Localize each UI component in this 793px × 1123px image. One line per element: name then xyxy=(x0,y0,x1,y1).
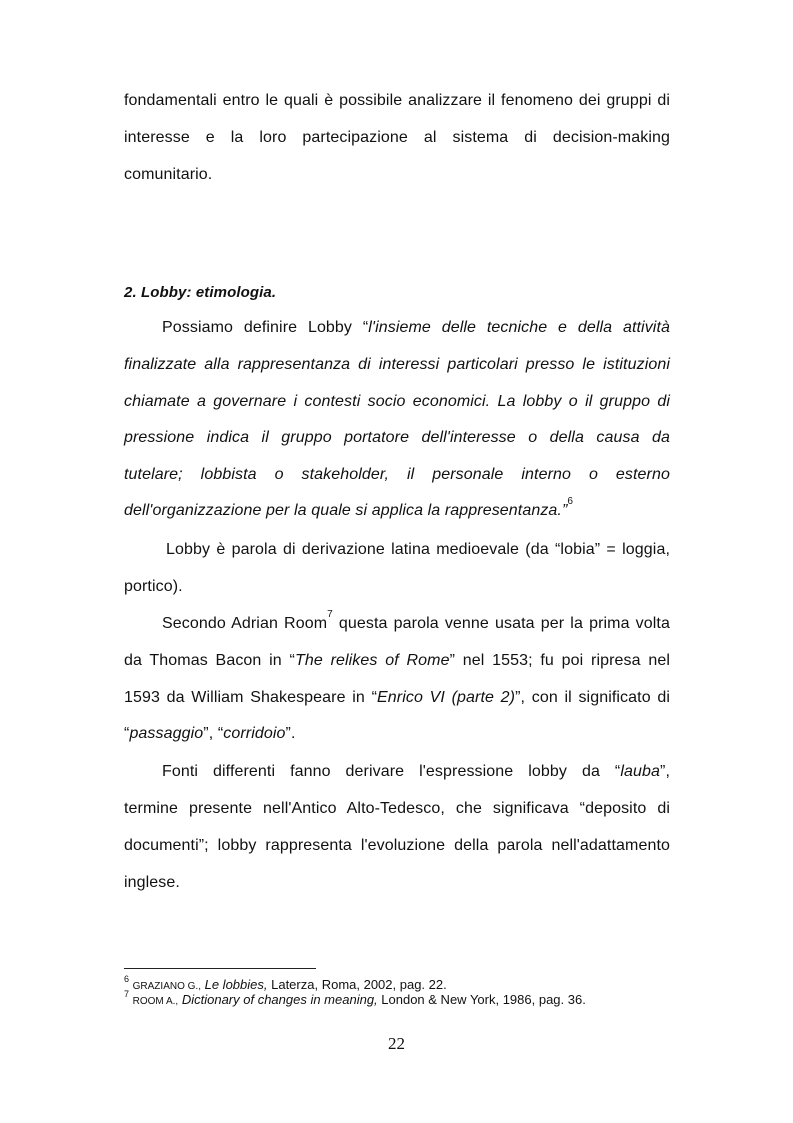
paragraph-line: fondamentali entro le quali è possibile analizzare il fenomeno dei gruppi di xyxy=(124,92,670,109)
section-heading: 2. Lobby: etimologia. xyxy=(124,284,277,301)
paragraph-line: comunitario. xyxy=(124,166,213,183)
paragraph-line: interesse e la loro partecipazione al sistema di decision-making xyxy=(124,129,670,146)
footnote-ref: 7 xyxy=(327,609,333,620)
page-number: 22 xyxy=(388,1034,405,1053)
quote-line: pressione indica il gruppo portatore dell'interesse o della causa da xyxy=(124,429,670,446)
paragraph-line: inglese. xyxy=(124,874,180,891)
paragraph-line: portico). xyxy=(124,578,183,595)
paragraph-line: documenti”; lobby rappresenta l'evoluzione della parola nell'adattamento xyxy=(124,837,670,854)
paragraph-line: Possiamo definire Lobby “l'insieme delle tecniche e della attività xyxy=(162,319,671,336)
footnote-ref: 6 xyxy=(567,496,574,507)
paragraph-line: Fonti differenti fanno derivare l'espressione lobby da “lauba”, xyxy=(162,763,670,780)
footnote: $^7$ ROOM A., Dictionary of changes in meaning, London & New York, 1986, pag. 36. xyxy=(124,989,586,1007)
quote-line: chiamate a governare i contesti socio economici. La lobby o il gruppo di xyxy=(124,393,670,410)
paragraph-line: termine presente nell'Antico Alto-Tedesco, che significava “deposito di xyxy=(124,800,670,817)
quote-line: dell'organizzazione per la quale si applica la rappresentanza.”$^6$ xyxy=(124,496,574,519)
quote-line: finalizzate alla rappresentanza di interessi particolari presso le istituzioni xyxy=(124,356,670,373)
paragraph-line: 1593 da William Shakespeare in “Enrico VI (parte 2)”, con il significato di xyxy=(124,689,671,706)
paragraph-line: da Thomas Bacon in “The relikes of Rome” nel 1553; fu poi ripresa nel xyxy=(124,652,671,669)
paragraph-line: Lobby è parola di derivazione latina medioevale (da “lobia” = loggia, xyxy=(166,541,670,558)
quote-line: tutelare; lobbista o stakeholder, il personale interno o esterno xyxy=(124,466,670,483)
paragraph-line: “passaggio”, “corridoio”. xyxy=(124,725,296,742)
paragraph-line: Secondo Adrian Room$^7$ questa parola venne usata per la prima volta xyxy=(162,609,670,632)
footnote-divider xyxy=(124,968,316,969)
footnote: $^6$ GRAZIANO G., Le lobbies, Laterza, Roma, 2002, pag. 22. xyxy=(124,974,447,992)
